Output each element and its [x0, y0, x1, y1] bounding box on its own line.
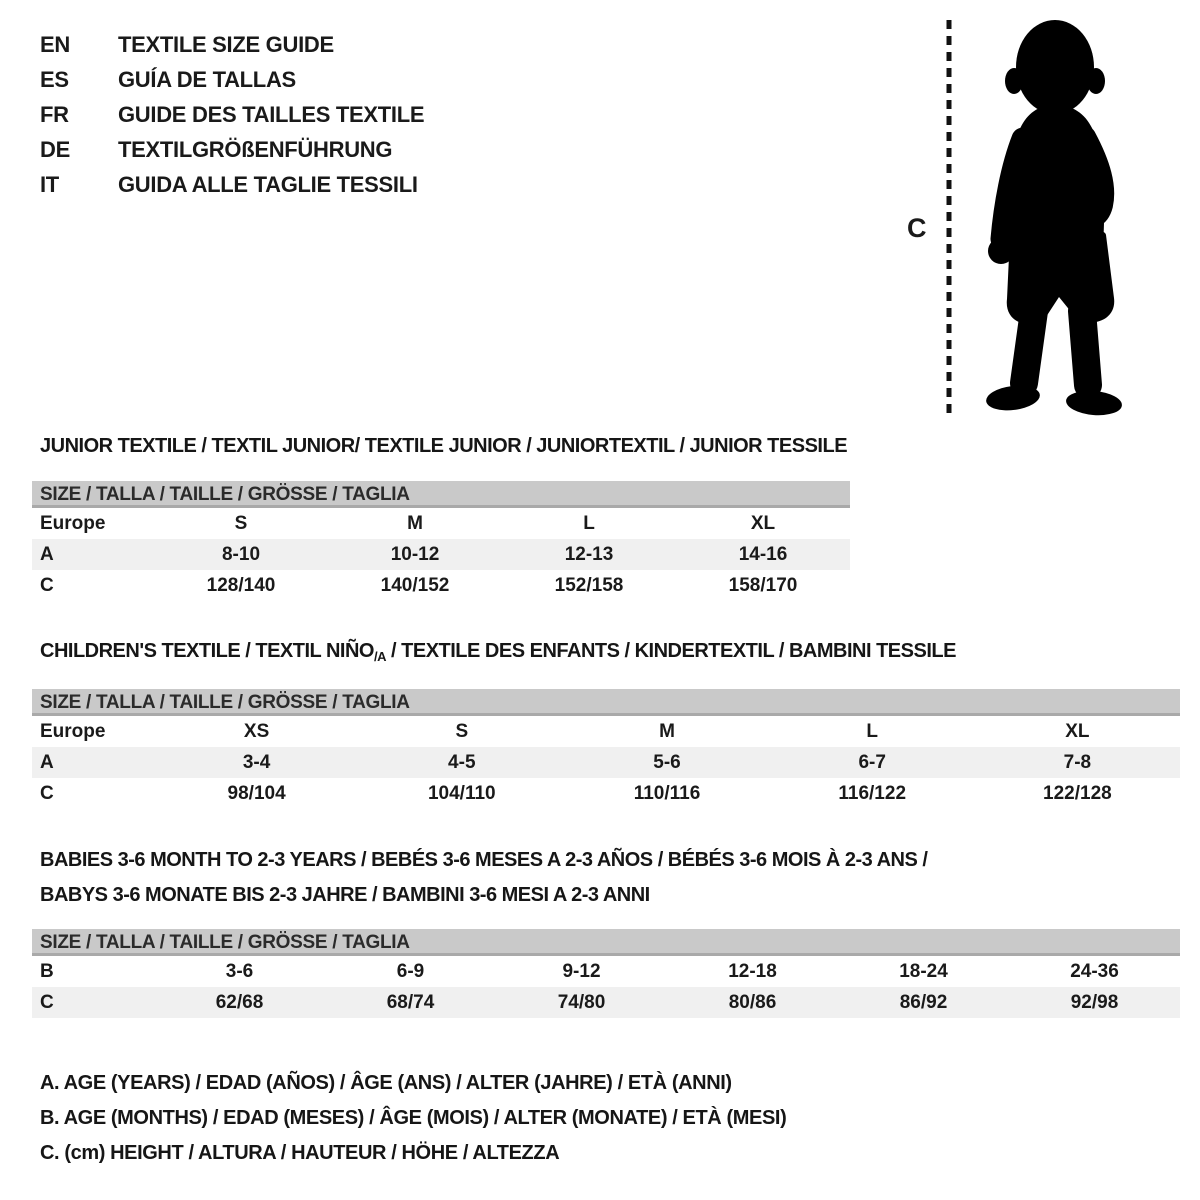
table-row-age — [32, 747, 1180, 778]
legend-item-a: A. AGE (YEARS) / EDAD (AÑOS) / ÂGE (ANS) / ALTER (JAHRE) / ETÀ (ANNI) — [40, 1072, 732, 1094]
age-cell: 8-10 — [221, 544, 261, 565]
height-cell: 98/104 — [227, 783, 286, 804]
age-cell: 7-8 — [1063, 752, 1092, 773]
language-title: TEXTILE SIZE GUIDE — [118, 32, 334, 57]
months-cell: 6-9 — [396, 961, 425, 982]
age-cell: 4-5 — [448, 752, 476, 773]
height-cell: 104/110 — [427, 783, 496, 804]
height-cell: 62/68 — [215, 992, 264, 1013]
height-cell: 80/86 — [728, 992, 777, 1013]
height-cell: 140/152 — [380, 575, 450, 596]
height-cell: 86/92 — [899, 992, 948, 1013]
language-row-fr — [40, 97, 424, 132]
height-cell: 74/80 — [557, 992, 606, 1013]
height-cell: 116/122 — [838, 783, 907, 804]
language-list — [40, 27, 424, 202]
junior-section-heading: JUNIOR TEXTILE / TEXTIL JUNIOR/ TEXTILE JUNIOR / JUNIORTEXTIL / JUNIOR TESSILE — [40, 435, 848, 457]
babies-section-heading — [40, 843, 1040, 913]
size-cell: S — [455, 721, 469, 742]
toddler-silhouette-icon — [963, 15, 1138, 420]
size-cell: L — [866, 721, 878, 742]
age-cell: 10-12 — [390, 544, 440, 565]
height-cell: 152/158 — [554, 575, 624, 596]
language-code: EN — [40, 32, 70, 57]
language-title: TEXTILGRÖßENFÜHRUNG — [118, 137, 393, 162]
height-measure-figure — [895, 10, 1155, 422]
row-label: C — [40, 575, 54, 596]
months-cell: 12-18 — [728, 961, 777, 982]
table-row-height — [32, 570, 850, 601]
size-cell: XL — [1065, 721, 1090, 742]
language-code: ES — [40, 67, 69, 92]
size-cell: L — [583, 513, 595, 534]
months-cell: 18-24 — [899, 961, 948, 982]
age-cell: 5-6 — [653, 752, 681, 773]
legend-item-c: C. (cm) HEIGHT / ALTURA / HAUTEUR / HÖHE / ALTEZZA — [40, 1142, 560, 1164]
months-cell: 24-36 — [1070, 961, 1119, 982]
children-section-heading — [40, 638, 956, 670]
height-cell: 92/98 — [1070, 992, 1119, 1013]
row-label: C — [40, 783, 54, 804]
language-row-en — [40, 27, 424, 62]
row-label: B — [40, 961, 54, 982]
row-label: Europe — [40, 513, 106, 534]
measure-label-c: C — [907, 213, 927, 243]
babies-heading-line2: BABYS 3-6 MONATE BIS 2-3 JAHRE / BAMBINI 3-6 MESI A 2-3 ANNI — [40, 884, 650, 906]
language-row-de — [40, 132, 424, 167]
legend-item-b: B. AGE (MONTHS) / EDAD (MESES) / ÂGE (MOIS) / ALTER (MONATE) / ETÀ (MESI) — [40, 1107, 787, 1129]
language-code: DE — [40, 137, 70, 162]
language-code: FR — [40, 102, 69, 127]
language-row-it — [40, 167, 424, 202]
size-header-bar: SIZE / TALLA / TAILLE / GRÖSSE / TAGLIA — [32, 481, 850, 508]
age-cell: 12-13 — [564, 544, 614, 565]
table-row-age — [32, 539, 850, 570]
age-cell: 3-4 — [242, 752, 271, 773]
age-cell: 14-16 — [738, 544, 788, 565]
row-label: A — [40, 544, 54, 565]
table-row-height — [32, 778, 1180, 809]
height-dashed-line — [945, 18, 953, 418]
height-cell: 128/140 — [206, 575, 276, 596]
row-label: A — [40, 752, 54, 773]
size-header-bar: SIZE / TALLA / TAILLE / GRÖSSE / TAGLIA — [32, 929, 1180, 956]
babies-heading-line1: BABIES 3-6 MONTH TO 2-3 YEARS / BEBÉS 3-6 MESES A 2-3 AÑOS / BÉBÉS 3-6 MOIS À 2-3 ANS / — [40, 849, 928, 871]
months-cell: 3-6 — [225, 961, 254, 982]
language-row-es — [40, 62, 424, 97]
table-row-europe — [32, 508, 850, 539]
babies-size-table — [32, 929, 1180, 1018]
size-cell: XL — [750, 513, 776, 534]
children-heading-subscript: /A — [373, 649, 386, 664]
row-label: Europe — [40, 721, 106, 742]
size-cell: M — [659, 721, 675, 742]
height-cell: 122/128 — [1043, 783, 1112, 804]
size-cell: S — [234, 513, 248, 534]
height-cell: 68/74 — [386, 992, 435, 1013]
language-title: GUIDE DES TAILLES TEXTILE — [118, 102, 425, 127]
children-heading-part2: / TEXTILE DES ENFANTS / KINDERTEXTIL / BAMBINI TESSILE — [385, 640, 956, 662]
language-title: GUÍA DE TALLAS — [118, 67, 296, 92]
table-row-height — [32, 987, 1180, 1018]
size-cell: M — [407, 513, 423, 534]
table-row-europe — [32, 716, 1180, 747]
table-row-months — [32, 956, 1180, 987]
size-cell: XS — [243, 721, 270, 742]
junior-size-table — [32, 481, 850, 601]
children-size-table — [32, 689, 1180, 809]
row-label: C — [40, 992, 54, 1013]
language-code: IT — [40, 172, 59, 197]
months-cell: 9-12 — [562, 961, 601, 982]
legend — [40, 1066, 786, 1171]
age-cell: 6-7 — [858, 752, 886, 773]
children-heading-part1: CHILDREN'S TEXTILE / TEXTIL NIÑO — [40, 640, 374, 662]
height-cell: 110/116 — [633, 783, 701, 804]
language-title: GUIDA ALLE TAGLIE TESSILI — [118, 172, 418, 197]
height-cell: 158/170 — [728, 575, 798, 596]
size-header-bar: SIZE / TALLA / TAILLE / GRÖSSE / TAGLIA — [32, 689, 1180, 716]
